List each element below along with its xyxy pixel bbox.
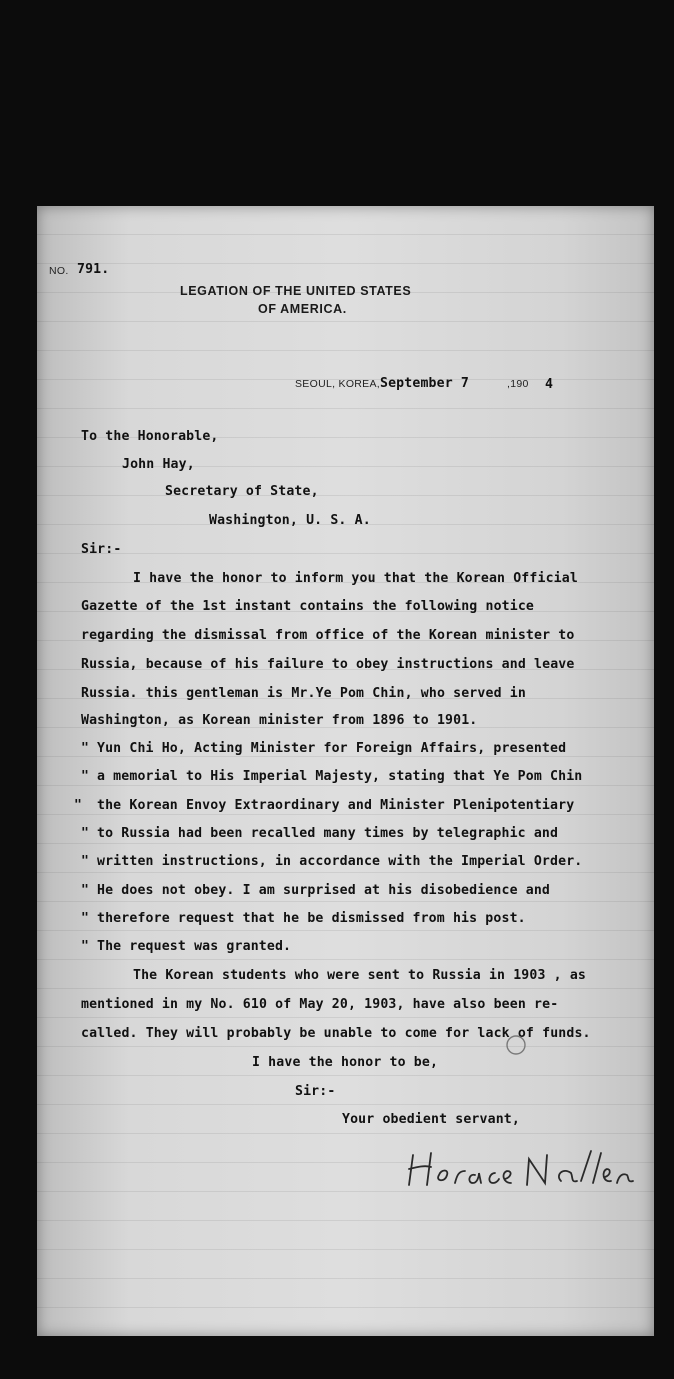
dateline-year-digit: 4 [545, 377, 554, 392]
letterhead-line-1: LEGATION OF THE UNITED STATES [180, 284, 412, 298]
quote-line: the Korean Envoy Extraordinary and Minister Plenipotentiary [97, 798, 575, 813]
signoff-line-3: Your obedient servant, [342, 1112, 520, 1127]
body-line: I have the honor to inform you that the Korean Official [133, 571, 578, 586]
body-line: regarding the dismissal from office of the Korean minister to [81, 628, 575, 643]
number-label: NO. [49, 265, 69, 277]
quote-mark: " [81, 854, 89, 869]
dateline-year: ,190 [507, 378, 529, 390]
quote-mark: " [81, 769, 89, 784]
address-line-4: Washington, U. S. A. [209, 513, 371, 528]
quote-line: a memorial to His Imperial Majesty, stating that Ye Pom Chin [97, 769, 583, 784]
closing-line: The Korean students who were sent to Russia in 1903 , as [133, 968, 587, 983]
quote-line: Yun Chi Ho, Acting Minister for Foreign Affairs, presented [97, 741, 567, 756]
quote-line: The request was granted. [97, 939, 292, 954]
quote-line: written instructions, in accordance with the Imperial Order. [97, 854, 583, 869]
body-line: Russia, because of his failure to obey instructions and leave [81, 657, 575, 672]
closing-line: called. They will probably be unable to come for lack of funds. [81, 1026, 591, 1041]
quote-mark: " [74, 798, 82, 813]
handwritten-signature [405, 1145, 645, 1195]
closing-line: mentioned in my No. 610 of May 20, 1903, have also been re- [81, 997, 559, 1012]
dateline-place: SEOUL, KOREA, [295, 378, 381, 390]
address-line-2: John Hay, [122, 457, 195, 472]
salutation: Sir:- [81, 542, 122, 557]
dateline-date: September 7 [380, 376, 469, 391]
quote-line: to Russia had been recalled many times by telegraphic and [97, 826, 559, 841]
body-line: Russia. this gentleman is Mr.Ye Pom Chin, who served in [81, 686, 526, 701]
body-line: Washington, as Korean minister from 1896 to 1901. [81, 713, 478, 728]
quote-mark: " [81, 741, 89, 756]
signoff-line-1: I have the honor to be, [252, 1055, 439, 1070]
quote-mark: " [81, 883, 89, 898]
address-line-1: To the Honorable, [81, 429, 219, 444]
quote-line: He does not obey. I am surprised at his disobedience and [97, 883, 551, 898]
signoff-line-2: Sir:- [295, 1084, 336, 1099]
quote-mark: " [81, 911, 89, 926]
letterhead-line-2: OF AMERICA. [258, 302, 347, 316]
quote-mark: " [81, 939, 89, 954]
body-line: Gazette of the 1st instant contains the following notice [81, 599, 535, 614]
quote-mark: " [81, 826, 89, 841]
quote-line: therefore request that he be dismissed from his post. [97, 911, 526, 926]
address-line-3: Secretary of State, [165, 484, 319, 499]
letter-number: 791. [77, 262, 110, 277]
paper-punch-mark [504, 1033, 528, 1057]
